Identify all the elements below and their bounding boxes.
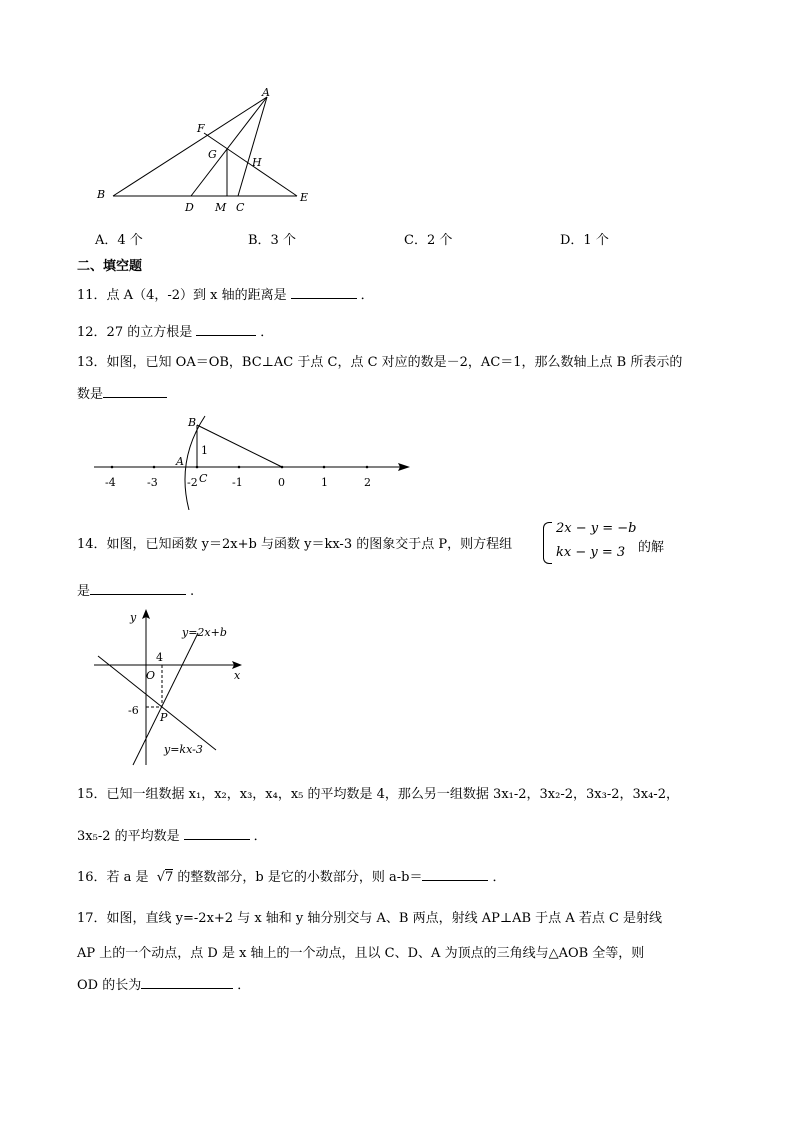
option-a: A．4 个 bbox=[95, 233, 143, 248]
line-label-1: y=2x+b bbox=[182, 626, 227, 639]
axis-x-label: x bbox=[234, 669, 241, 682]
question-15-line2: 3x₅-2 的平均数是 ． bbox=[77, 826, 267, 846]
equation-brace bbox=[543, 522, 552, 564]
question-13-line2: 数是 bbox=[77, 384, 171, 404]
label-B: B bbox=[188, 416, 197, 429]
question-16: 16．若 a 是 √7 的整数部分，b 是它的小数部分，则 a-b＝ ． bbox=[77, 867, 506, 887]
line-label-2: y=kx-3 bbox=[164, 743, 203, 756]
label-C: C bbox=[199, 472, 208, 485]
answer-blank[interactable] bbox=[184, 826, 250, 840]
number-line-figure bbox=[90, 410, 420, 510]
answer-blank[interactable] bbox=[103, 384, 167, 398]
label-1: 1 bbox=[201, 444, 208, 457]
answer-blank[interactable] bbox=[422, 867, 488, 881]
question-14-line1b: 的解 bbox=[638, 540, 665, 555]
tick-label: -4 bbox=[105, 476, 116, 489]
tick-label: -2 bbox=[187, 476, 198, 489]
label-neg6: -6 bbox=[128, 704, 139, 717]
label-A: A bbox=[176, 455, 184, 468]
point-p-label: P bbox=[160, 711, 168, 724]
question-15-line1: 15．已知一组数据 x₁，x₂，x₃，x₄，x₅ 的平均数是 4，那么另一组数据 3x₁-2，3x₂-2，3x₃-2，3x₄-2， bbox=[77, 787, 679, 802]
origin-label: O bbox=[146, 669, 156, 682]
label-M: M bbox=[215, 201, 227, 214]
tick-label: -3 bbox=[147, 476, 158, 489]
question-14-line2: 是 . bbox=[77, 581, 194, 601]
answer-blank[interactable] bbox=[196, 322, 256, 336]
label-D: D bbox=[185, 201, 194, 214]
option-c: C．2 个 bbox=[404, 233, 453, 248]
answer-blank[interactable] bbox=[90, 581, 186, 595]
equation-1: 2x − y = −b bbox=[556, 521, 637, 536]
axis-y-label: y bbox=[130, 611, 137, 624]
label-4: 4 bbox=[156, 651, 163, 664]
question-14-line1a: 14．如图，已知函数 y＝2x+b 与函数 y＝kx-3 的图象交于点 P，则方程组 bbox=[77, 537, 513, 552]
tick-label: 2 bbox=[364, 476, 371, 489]
label-H: H bbox=[252, 156, 262, 169]
section-title: 二、填空题 bbox=[77, 259, 143, 274]
label-A: A bbox=[262, 86, 270, 99]
tick-label: 1 bbox=[321, 476, 328, 489]
tick-label: 0 bbox=[278, 476, 285, 489]
label-B: B bbox=[97, 188, 106, 201]
label-C: C bbox=[236, 201, 245, 214]
equation-2: kx − y = 3 bbox=[556, 545, 626, 560]
sqrt-symbol: √7 bbox=[156, 870, 174, 885]
label-F: F bbox=[197, 122, 205, 135]
question-13-line1: 13．如图，已知 OA＝OB，BC⊥AC 于点 C，点 C 对应的数是－2，AC＝1，那么数轴上点 B 所表示的 bbox=[77, 355, 683, 370]
question-17-line1: 17．如图，直线 y=-2x+2 与 x 轴和 y 轴分别交与 A、B 两点，射线 AP⊥AB 于点 A 若点 C 是射线 bbox=[77, 911, 663, 926]
question-11: 11．点 A（4，-2）到 x 轴的距离是 ． bbox=[77, 285, 374, 305]
triangle-figure bbox=[90, 80, 330, 220]
question-12: 12．27 的立方根是 ． bbox=[77, 322, 273, 342]
question-17-line3: OD 的长为 ． bbox=[77, 975, 250, 995]
label-G: G bbox=[208, 148, 217, 161]
option-d: D．1 个 bbox=[560, 233, 609, 248]
option-b: B．3 个 bbox=[248, 233, 296, 248]
question-17-line2: AP 上的一个动点，点 D 是 x 轴上的一个动点，且以 C、D、A 为顶点的三角线与△AOB 全等，则 bbox=[77, 946, 645, 961]
function-graph-figure bbox=[90, 605, 260, 770]
answer-blank[interactable] bbox=[291, 285, 357, 299]
label-E: E bbox=[300, 191, 309, 204]
tick-label: -1 bbox=[232, 476, 243, 489]
answer-blank[interactable] bbox=[141, 975, 233, 989]
